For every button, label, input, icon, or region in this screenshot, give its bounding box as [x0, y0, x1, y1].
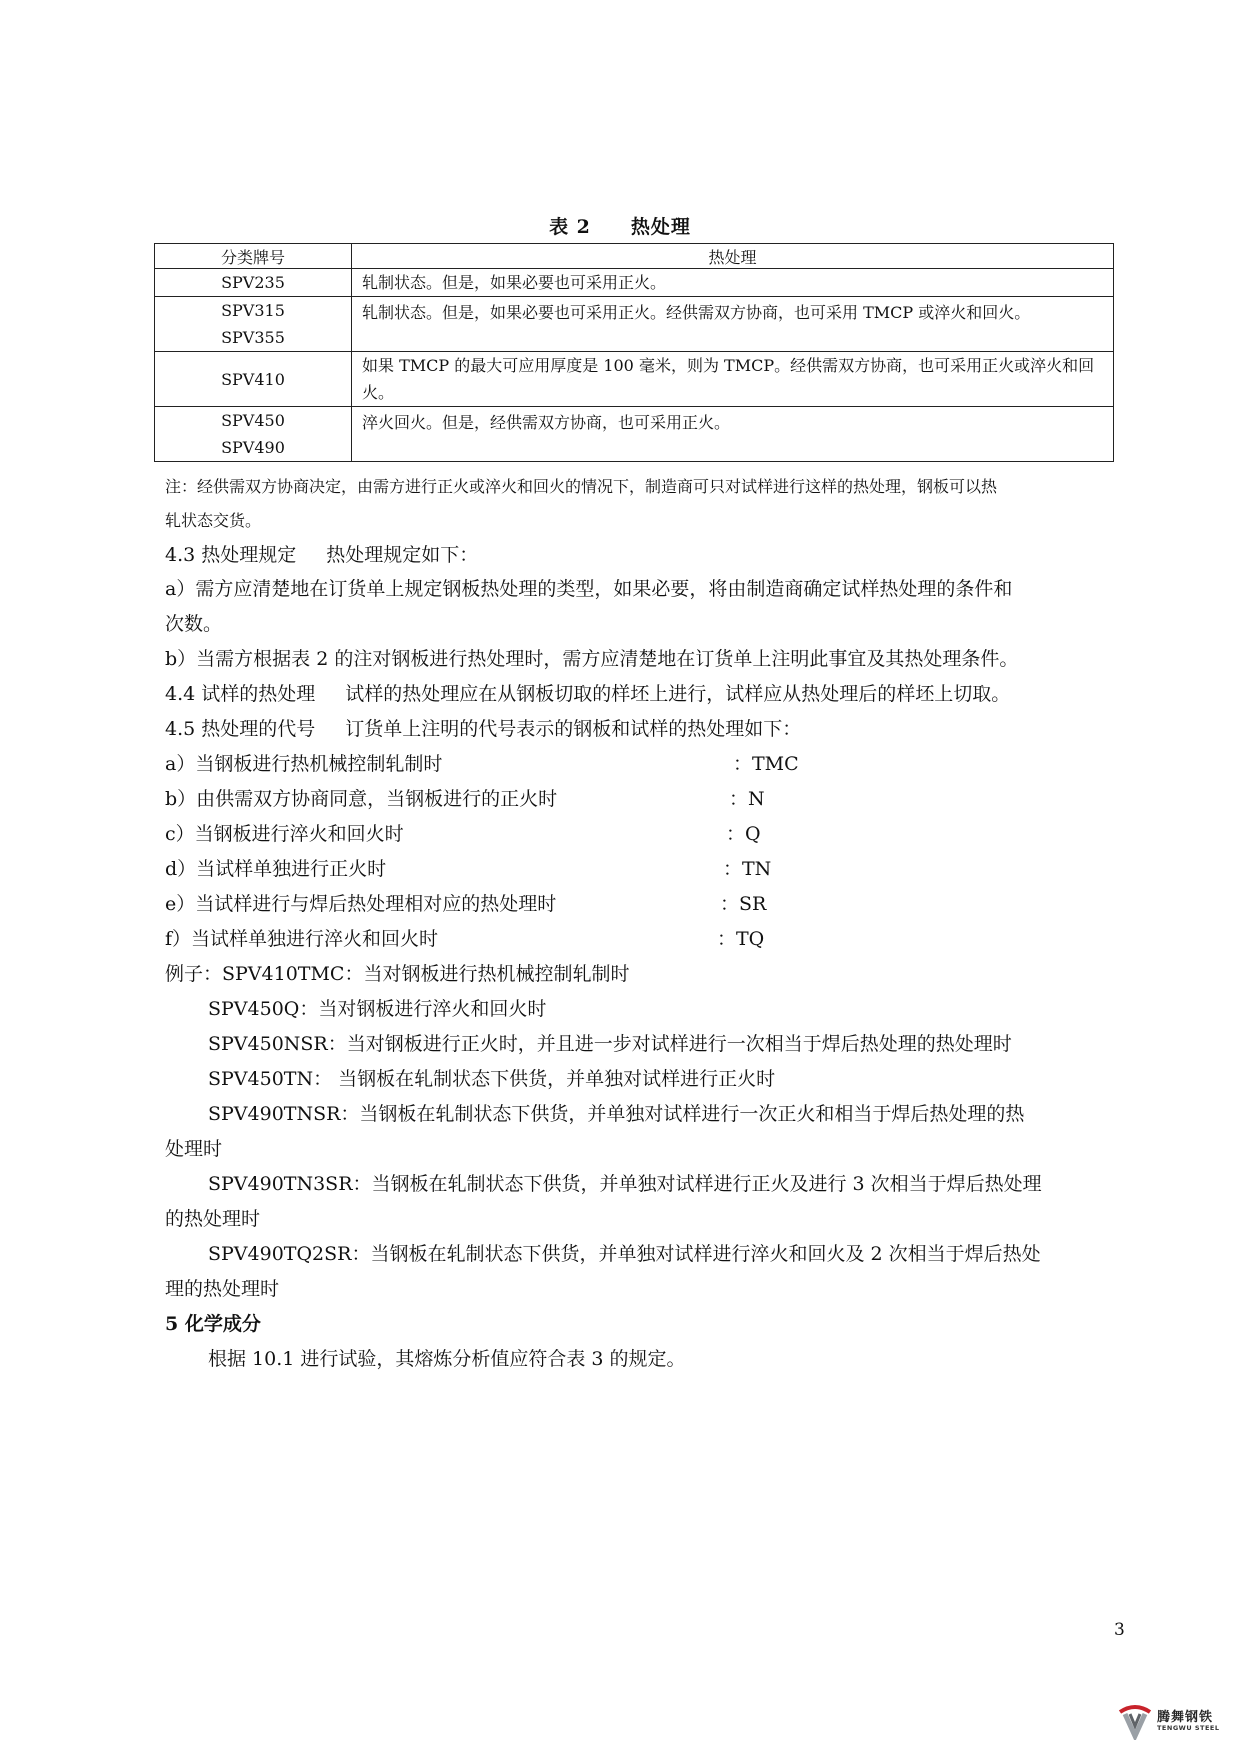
treatment-cell: 轧制状态。但是，如果必要也可采用正火。经供需双方协商，也可采用 TMCP 或淬火和回火。 — [352, 297, 1114, 352]
code-item-text: c）当钢板进行淬火和回火时 — [165, 823, 404, 845]
table-row — [155, 297, 1114, 352]
table-note-line-2: 轧状态交货。 — [165, 511, 262, 530]
example-4: SPV450TN： 当钢板在轧制状态下供货，并单独对试样进行正火时 — [208, 1068, 776, 1090]
code-item-value: ：TQ — [717, 928, 765, 950]
header-grade: 分类牌号 — [155, 244, 352, 269]
example-6-line-2: 的热处理时 — [165, 1208, 261, 1230]
table-title-number: 表 2 — [549, 216, 591, 238]
code-item-text: d）当试样单独进行正火时 — [165, 858, 387, 880]
brand-name-en: TENGWU STEEL — [1157, 1724, 1220, 1732]
code-item-text: f）当试样单独进行淬火和回火时 — [165, 928, 439, 950]
table-row — [155, 352, 1114, 407]
section-4-4 — [165, 679, 1010, 706]
table-note-line-1: 注：经供需双方协商决定，由需方进行正火或淬火和回火的情况下，制造商可只对试样进行这样的热处理，钢板可以热 — [165, 477, 998, 496]
grade-code: SPV355 — [221, 328, 285, 347]
grade-code: SPV235 — [221, 273, 285, 292]
example-3: SPV450NSR：当对钢板进行正火时，并且进一步对试样进行一次相当于焊后热处理的热处理时 — [208, 1033, 1012, 1055]
code-item-text: b）由供需双方协商同意，当钢板进行的正火时 — [165, 788, 558, 810]
brand-logo — [1117, 1700, 1237, 1744]
code-item-value: ：N — [729, 788, 765, 810]
grade-code: SPV450 — [221, 411, 285, 430]
code-item-value: ：TN — [723, 858, 772, 880]
grade-cell — [155, 352, 352, 407]
section-4-5 — [165, 714, 801, 741]
brand-mark-icon — [1117, 1702, 1153, 1740]
code-item-text: a）当钢板进行热机械控制轧制时 — [165, 753, 443, 775]
grade-cell — [155, 297, 352, 352]
section-4-3-item-a-line-1: a）需方应清楚地在订货单上规定钢板热处理的类型，如果必要，将由制造商确定试样热处理的条件和 — [165, 578, 1013, 600]
example-5-line-1: SPV490TNSR：当钢板在轧制状态下供货，并单独对试样进行一次正火和相当于焊后热处理的热 — [208, 1103, 1025, 1125]
example-2: SPV450Q：当对钢板进行淬火和回火时 — [208, 998, 547, 1020]
table-header-row — [155, 244, 1114, 269]
brand-name-cn: 腾舞钢铁 — [1157, 1710, 1214, 1725]
section-5-heading: 5 化学成分 — [165, 1313, 261, 1335]
example-1: 例子：SPV410TMC：当对钢板进行热机械控制轧制时 — [165, 963, 630, 985]
grade-cell — [155, 407, 352, 462]
code-item-text: e）当试样进行与焊后热处理相对应的热处理时 — [165, 893, 557, 915]
table-row — [155, 407, 1114, 462]
table-title — [0, 212, 1240, 239]
grade-cell — [155, 269, 352, 297]
section-4-3-item-a-line-2: 次数。 — [165, 613, 223, 635]
code-item-value: ：TMC — [733, 753, 799, 775]
table-title-text: 热处理 — [630, 216, 691, 238]
example-6-line-1: SPV490TN3SR：当钢板在轧制状态下供货，并单独对试样进行正火及进行 3 次相当于焊后热处理 — [208, 1173, 1042, 1195]
section-4-3-text: 热处理规定如下： — [326, 544, 479, 566]
section-5-text: 根据 10.1 进行试验，其熔炼分析值应符合表 3 的规定。 — [208, 1348, 686, 1370]
heat-treatment-table — [154, 243, 1114, 462]
section-4-3 — [165, 540, 478, 567]
treatment-cell: 如果 TMCP 的最大可应用厚度是 100 毫米，则为 TMCP。经供需双方协商，也可采用正火或淬火和回火。 — [352, 352, 1114, 407]
treatment-cell: 轧制状态。但是，如果必要也可采用正火。 — [352, 269, 1114, 297]
treatment-cell: 淬火回火。但是，经供需双方协商，也可采用正火。 — [352, 407, 1114, 462]
section-4-5-text: 订货单上注明的代号表示的钢板和试样的热处理如下： — [345, 718, 802, 740]
section-4-3-item-b: b）当需方根据表 2 的注对钢板进行热处理时，需方应清楚地在订货单上注明此事宜及其热处理条件。 — [165, 648, 1019, 670]
example-7-line-1: SPV490TQ2SR：当钢板在轧制状态下供货，并单独对试样进行淬火和回火及 2 次相当于焊后热处 — [208, 1243, 1041, 1265]
grade-code: SPV490 — [221, 438, 285, 457]
section-4-3-heading: 4.3 热处理规定 — [165, 544, 297, 566]
page-number: 3 — [1114, 1620, 1125, 1640]
code-item-value: ：Q — [726, 823, 761, 845]
example-5-line-2: 处理时 — [165, 1138, 223, 1160]
grade-code: SPV315 — [221, 301, 285, 320]
section-4-4-text: 试样的热处理应在从钢板切取的样坯上进行，试样应从热处理后的样坯上切取。 — [345, 683, 1011, 705]
example-7-line-2: 理的热处理时 — [165, 1278, 280, 1300]
table-row — [155, 269, 1114, 297]
section-4-5-heading: 4.5 热处理的代号 — [165, 718, 316, 740]
grade-code: SPV410 — [221, 369, 285, 389]
code-item-value: ：SR — [720, 893, 767, 915]
section-4-4-heading: 4.4 试样的热处理 — [165, 683, 316, 705]
header-heat-treatment: 热处理 — [352, 244, 1114, 269]
